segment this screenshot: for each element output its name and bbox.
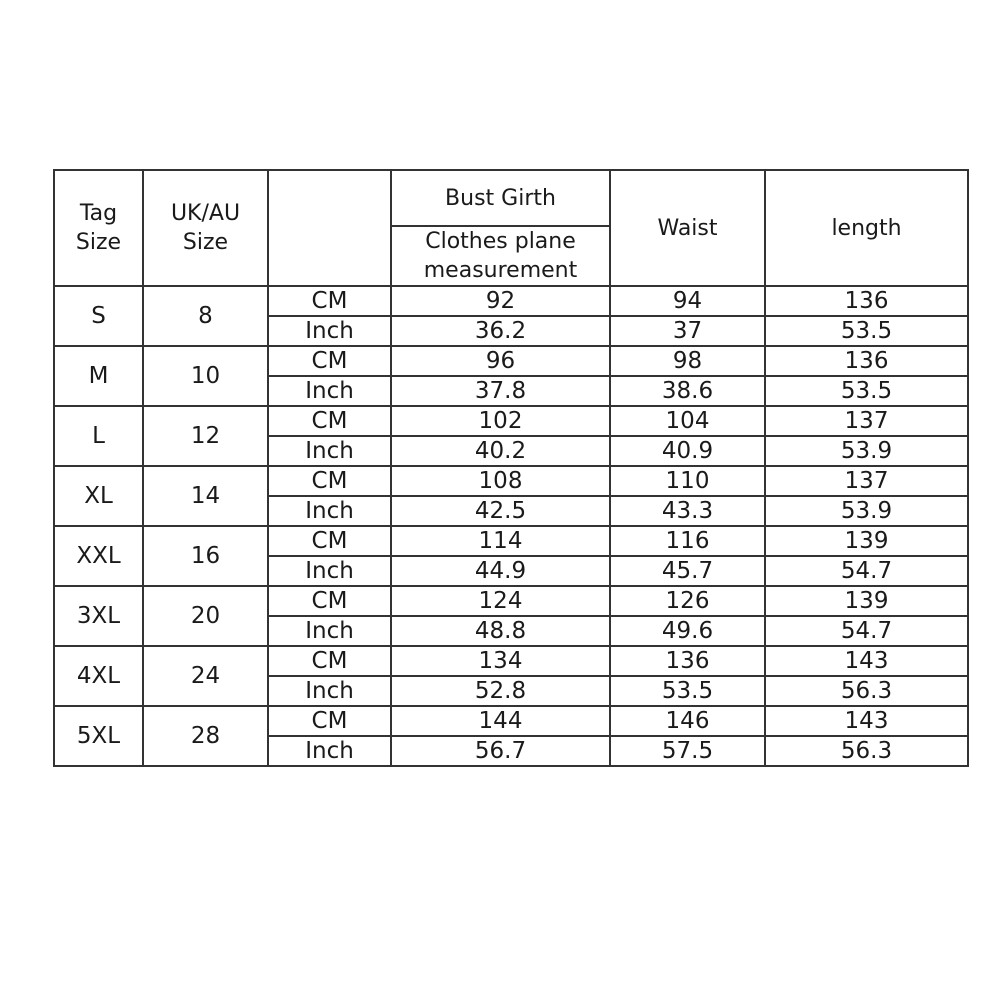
uk-au-size-cell: 10 xyxy=(143,346,268,406)
bust-girth-header xyxy=(391,170,610,226)
bust-subheader xyxy=(391,226,610,286)
tag-size-cell: L xyxy=(54,406,143,466)
length-value-cell: 139 xyxy=(765,586,968,616)
bust-value-cell: 102 xyxy=(391,406,610,436)
unit-cell: Inch xyxy=(268,436,391,466)
waist-value-cell: 94 xyxy=(610,286,765,316)
waist-value-cell: 37 xyxy=(610,316,765,346)
header-row-1 xyxy=(54,170,968,226)
tag-size-cell: XXL xyxy=(54,526,143,586)
tag-size-cell: 3XL xyxy=(54,586,143,646)
bust-value-cell: 134 xyxy=(391,646,610,676)
waist-value-cell: 116 xyxy=(610,526,765,556)
waist-value-cell: 110 xyxy=(610,466,765,496)
bust-value-cell: 48.8 xyxy=(391,616,610,646)
waist-value-cell: 126 xyxy=(610,586,765,616)
bust-value-cell: 124 xyxy=(391,586,610,616)
bust-value-cell: 36.2 xyxy=(391,316,610,346)
table-row-cm xyxy=(54,706,968,736)
bust-subheader-line-2: measurement xyxy=(423,258,578,283)
unit-cell: Inch xyxy=(268,376,391,406)
waist-value-cell: 53.5 xyxy=(610,676,765,706)
bust-value-cell: 56.7 xyxy=(391,736,610,766)
length-value-cell: 136 xyxy=(765,346,968,376)
uk-au-size-cell: 16 xyxy=(143,526,268,586)
waist-value-cell: 40.9 xyxy=(610,436,765,466)
waist-header xyxy=(610,170,765,286)
length-value-cell: 53.5 xyxy=(765,316,968,346)
length-value-cell: 137 xyxy=(765,466,968,496)
bust-value-cell: 42.5 xyxy=(391,496,610,526)
uk-au-size-header-line-2: Size xyxy=(182,230,229,255)
uk-au-size-cell: 28 xyxy=(143,706,268,766)
waist-value-cell: 146 xyxy=(610,706,765,736)
uk-au-size-cell: 14 xyxy=(143,466,268,526)
tag-size-cell: S xyxy=(54,286,143,346)
tag-size-header-line-2: Size xyxy=(75,230,122,255)
table-row-cm xyxy=(54,526,968,556)
unit-cell: CM xyxy=(268,286,391,316)
tag-size-header-line-1: Tag xyxy=(79,201,118,226)
bust-value-cell: 44.9 xyxy=(391,556,610,586)
tag-size-cell: XL xyxy=(54,466,143,526)
bust-value-cell: 52.8 xyxy=(391,676,610,706)
length-header-label: length xyxy=(831,215,902,241)
unit-cell: Inch xyxy=(268,616,391,646)
waist-value-cell: 45.7 xyxy=(610,556,765,586)
tag-size-cell: 4XL xyxy=(54,646,143,706)
tag-size-cell: M xyxy=(54,346,143,406)
bust-value-cell: 92 xyxy=(391,286,610,316)
tag-size-cell: 5XL xyxy=(54,706,143,766)
unit-cell: Inch xyxy=(268,496,391,526)
table-row-cm xyxy=(54,406,968,436)
length-value-cell: 53.9 xyxy=(765,496,968,526)
uk-au-size-cell: 8 xyxy=(143,286,268,346)
length-value-cell: 136 xyxy=(765,286,968,316)
bust-value-cell: 37.8 xyxy=(391,376,610,406)
unit-header xyxy=(268,170,391,286)
unit-cell: Inch xyxy=(268,736,391,766)
unit-cell: CM xyxy=(268,706,391,736)
unit-cell: Inch xyxy=(268,676,391,706)
unit-cell: CM xyxy=(268,526,391,556)
unit-cell: CM xyxy=(268,406,391,436)
bust-value-cell: 96 xyxy=(391,346,610,376)
uk-au-size-cell: 20 xyxy=(143,586,268,646)
uk-au-size-header xyxy=(143,170,268,286)
length-value-cell: 139 xyxy=(765,526,968,556)
table-row-cm xyxy=(54,346,968,376)
waist-value-cell: 49.6 xyxy=(610,616,765,646)
size-table-body xyxy=(54,286,968,766)
bust-value-cell: 108 xyxy=(391,466,610,496)
length-value-cell: 143 xyxy=(765,706,968,736)
table-row-cm xyxy=(54,466,968,496)
uk-au-size-header-line-1: UK/AU xyxy=(170,201,241,226)
table-row-cm xyxy=(54,646,968,676)
bust-value-cell: 144 xyxy=(391,706,610,736)
waist-value-cell: 43.3 xyxy=(610,496,765,526)
length-value-cell: 56.3 xyxy=(765,676,968,706)
bust-subheader-line-1: Clothes plane xyxy=(425,229,576,254)
waist-header-label: Waist xyxy=(657,215,718,241)
bust-girth-header-label: Bust Girth xyxy=(445,185,556,211)
uk-au-size-cell: 12 xyxy=(143,406,268,466)
unit-cell: CM xyxy=(268,586,391,616)
bust-value-cell: 114 xyxy=(391,526,610,556)
unit-cell: CM xyxy=(268,646,391,676)
length-value-cell: 54.7 xyxy=(765,556,968,586)
length-value-cell: 143 xyxy=(765,646,968,676)
waist-value-cell: 98 xyxy=(610,346,765,376)
waist-value-cell: 104 xyxy=(610,406,765,436)
unit-cell: CM xyxy=(268,466,391,496)
bust-value-cell: 40.2 xyxy=(391,436,610,466)
length-value-cell: 56.3 xyxy=(765,736,968,766)
uk-au-size-cell: 24 xyxy=(143,646,268,706)
unit-cell: Inch xyxy=(268,556,391,586)
table-row-cm xyxy=(54,286,968,316)
length-value-cell: 54.7 xyxy=(765,616,968,646)
length-value-cell: 137 xyxy=(765,406,968,436)
table-row-cm xyxy=(54,586,968,616)
length-header xyxy=(765,170,968,286)
length-value-cell: 53.5 xyxy=(765,376,968,406)
unit-cell: CM xyxy=(268,346,391,376)
length-value-cell: 53.9 xyxy=(765,436,968,466)
waist-value-cell: 38.6 xyxy=(610,376,765,406)
unit-cell: Inch xyxy=(268,316,391,346)
tag-size-header xyxy=(54,170,143,286)
waist-value-cell: 57.5 xyxy=(610,736,765,766)
waist-value-cell: 136 xyxy=(610,646,765,676)
size-chart-table xyxy=(53,169,969,767)
